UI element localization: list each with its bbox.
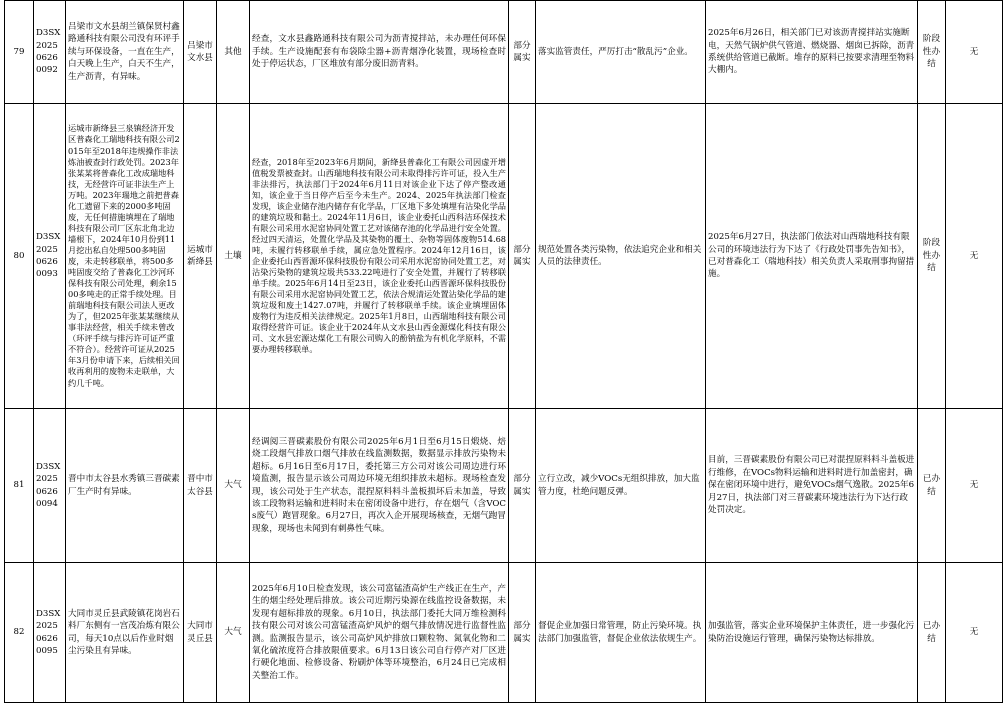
administrative-region: 晋中市太谷县 [184,409,217,563]
complaint-content: 运城市新绛县三泉镇经济开发区普森化工瑞地科技有限公司2015年至2018年违规操作非法炼油被查封行政处罚。2023年张某某将普森化工改成瑞地科技，无经营许可证非法生产上万吨。2023年瑞地之前把普森化工遗留下来的2000多吨固废，无任何措施填埋在了瑞地科技有限公司厂区东北角北边墙根下，2024年10月份到11月挖出私自处理500多吨固废，未走转移联单，将500多吨固废交给了普森化工沙河环保科技有限公司处理，剩余1500多吨走的正常手续处理。目前瑞地科技有限公司法人更改为了，但2025年张某某继续从事非法经营，相关手续未曾改（环评手续与排污许可证严重不符合）。经营许可证从2025年3月份申请下来，后续相关回收再利用的废物未走联单，大约几千吨。 [66,104,184,409]
accountability: 无 [946,104,1003,409]
rectification-progress: 2025年6月27日，执法部门依法对山西瑞地科技有限公司的环境违法行为下达了《行政处罚事先告知书》，已对普森化工（瑞地科技）相关负责人采取刑事拘留措施。 [706,104,918,409]
rectification-measures: 规范处置各类污染物，依法追究企业和相关人员的法律责任。 [536,104,706,409]
rectification-progress: 2025年6月26日，相关部门已对该沥青搅拌站实施断电，天然气锅炉供气管道、燃烧器、烟囱已拆除，沥青系统供给管道已截断。堆存的原料已按要求清理至物料大棚内。 [706,1,918,104]
handling-status: 已办结 [918,563,946,703]
accountability: 无 [946,563,1003,703]
accountability: 无 [946,1,1003,104]
rectification-progress: 目前，三晋碳素股份有限公司已对混捏原料料斗盖板进行维修，在VOCs物料运输和进料时进行加盖密封，确保在密闭环境中进行，避免VOCs烟气逸散。2025年6月27日，执法部门对三晋碳素环境违法行为下达行政处罚决定。 [706,409,918,563]
accountability: 无 [946,409,1003,563]
verification-result: 部分属实 [509,563,536,703]
investigation-facts: 经查，文水县鑫路通科技有限公司为沥青搅拌站，未办理任何环保手续。生产设施配套有布袋除尘器+沥青烟净化装置，现场检查时处于停运状态，厂区堆放有部分废旧沥青料。 [250,1,509,104]
pollution-type: 大气 [217,409,250,563]
rectification-measures: 落实监管责任，严厉打击“散乱污”企业。 [536,1,706,104]
pollution-type: 土壤 [217,104,250,409]
investigation-facts: 2025年6月10日检查发现，该公司富锰渣高炉生产线正在生产，产生的烟尘经处理后排放。该公司近期污染源在线监控设备数据，未发现有超标排放的现象。6月10日，执法部门委托大同万维检测科技有限公司对该公司富锰渣高炉风炉的烟气排放情况进行监督性监测。监测报告显示，该公司高炉风炉排放口颗粒物、氮氧化物和二氧化硫浓度符合排放限值要求。6月13日该公司自行停产对厂区进行硬化地面、检修设备、粉刷炉体等环境整治，6月24日已完成相关整治工作。 [250,563,509,703]
petition-table [4,0,1003,703]
complaint-content: 大同市灵丘县武陵镇花岗岩石料厂东侧有一宫茂冶炼有限公司，每天10点以后作业时烟尘污染且有异味。 [66,563,184,703]
handling-status: 阶段性办结 [918,104,946,409]
administrative-region: 大同市灵丘县 [184,563,217,703]
pollution-type: 大气 [217,563,250,703]
table-row [5,563,1003,703]
administrative-region: 吕梁市文水县 [184,1,217,104]
pollution-type: 其他 [217,1,250,104]
table-row [5,104,1003,409]
rectification-measures: 督促企业加强日常管理，防止污染环境。执法部门加强监管，督促企业依法依规生产。 [536,563,706,703]
verification-result: 部分属实 [509,409,536,563]
case-code: D3SX202506260094 [34,409,66,563]
case-code: D3SX202506260092 [34,1,66,104]
rectification-measures: 立行立改，减少VOCs无组织排放，加大监管力度，杜绝问题反弹。 [536,409,706,563]
table-row [5,1,1003,104]
handling-status: 阶段性办结 [918,1,946,104]
complaint-content: 吕梁市文水县胡兰镇保贤村鑫路通科技有限公司没有环评手续与环保设备，一直在生产，白天晚上生产，白天不生产，生产沥青，有异味。 [66,1,184,104]
handling-status: 已办结 [918,409,946,563]
table-row [5,409,1003,563]
case-code: D3SX202506260095 [34,563,66,703]
row-number: 82 [5,563,34,703]
row-number: 81 [5,409,34,563]
investigation-facts: 经调阅三晋碳素股份有限公司2025年6月1日至6月15日煅烧、焙烧工段烟气排放口烟气排放在线监测数据，数据显示排放污染物未超标。6月16日至6月17日，委托第三方公司对该公司周边进行环境监测，报告显示该公司周边环境无组织排放未超标。现场检查发现，该公司处于生产状态，混捏原料料斗盖板损坏后未加盖，导致该工段物料运输和进料时未在密闭设备中进行，存在烟气（含VOCs废气）跑冒现象。6月27日，再次入企开展现场核查，无烟气跑冒现象，现场也未闻到有刺鼻性气味。 [250,409,509,563]
row-number: 80 [5,104,34,409]
administrative-region: 运城市新绛县 [184,104,217,409]
verification-result: 部分属实 [509,104,536,409]
row-number: 79 [5,1,34,104]
verification-result: 部分属实 [509,1,536,104]
complaint-content: 晋中市太谷县水秀镇三晋碳素厂生产时有异味。 [66,409,184,563]
investigation-facts: 经查，2018年至2023年6月期间，新绛县普森化工有限公司因虚开增值税发票被查封。山西瑞地科技有限公司未取得排污许可证，投入生产非法排污，执法部门于2024年6月11日对该企业下达了停产整改通知，该企业于当日停产后至今未生产。2024、2025年执法部门检查发现，该企业储存池内储存有化学品，厂区地下多处填埋有沾染化学品的建筑垃圾和黏土。2024年11月6日，该企业委托山西科洁环保技术有限公司采用水泥窑协同处置工艺对该储存池的化学品进行安全处置。经过四天清运，处置化学品及其染物的覆土、杂物等固体废物514.68吨，未履行转移联单手续，属应急处置程序。2024年12月16日，该企业委托山西晋源环保科技股份有限公司采用水泥窑协同处置工艺，对沾染污染物的建筑垃圾共533.22吨进行了安全处置，并履行了转移联单手续。2025年6月14日至23日，该企业委托山西晋源环保科技股份有限公司采用水泥窑协同处置工艺，依法合规清运处置沾染化学品的建筑垃圾和废土1427.07吨，并履行了转移联单手续。该企业填埋固体废物行为违反相关法律规定。2025年1月8日，山西瑞地科技有限公司取得经营许可证。该企业于2024年从文水县山西金源煤化科技有限公司、文水县宏源达煤化工有限公司购入的酚钠盐为有机化学原料，不需要办理转移联单。 [250,104,509,409]
case-code: D3SX202506260093 [34,104,66,409]
rectification-progress: 加强监管，落实企业环境保护主体责任，进一步强化污染防治设施运行管理，确保污染物达标排放。 [706,563,918,703]
